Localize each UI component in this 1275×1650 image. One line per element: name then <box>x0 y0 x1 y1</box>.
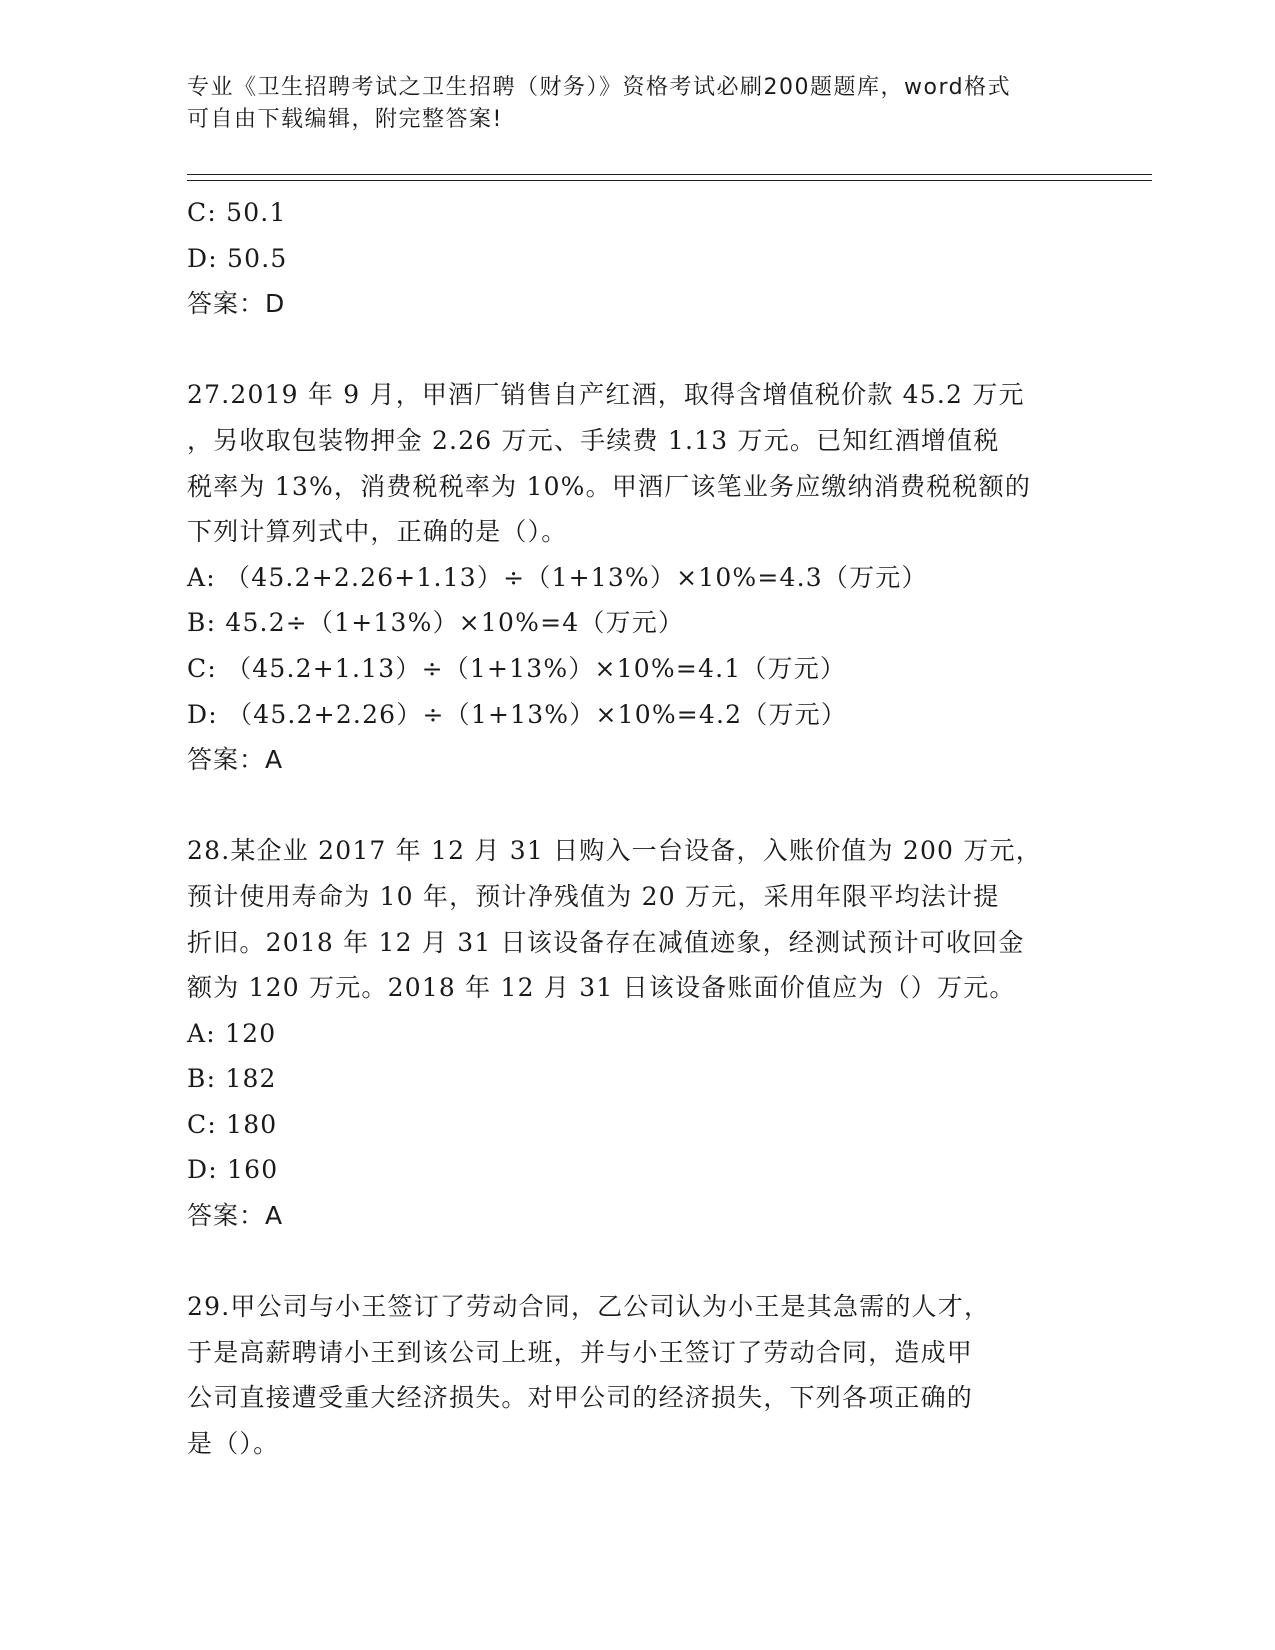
spacer <box>187 1239 1087 1285</box>
question-text-line: 下列计算列式中，正确的是（）。 <box>187 517 568 547</box>
header-rule-bottom <box>187 180 1152 181</box>
option-b: B: 182 <box>187 1064 277 1094</box>
spacer <box>187 783 1087 829</box>
question-text-line: 28.某企业 2017 年 12 月 31 日购入一台设备，入账价值为 200 万元， <box>187 836 1042 866</box>
question-27 <box>187 372 1087 782</box>
question-text-line: 公司直接遭受重大经济损失。对甲公司的经济损失，下列各项正确的 <box>187 1383 974 1413</box>
question-text-line: 折旧。2018 年 12 月 31 日该设备存在减值迹象，经测试预计可收回金 <box>187 927 1025 957</box>
question-29 <box>187 1284 1087 1466</box>
answer-line: 答案：A <box>187 1201 284 1231</box>
question-text-line: 29.甲公司与小王签订了劳动合同，乙公司认为小王是其急需的人才， <box>187 1292 991 1322</box>
option-d: D: 50.5 <box>187 243 288 273</box>
header-title-line-1: 专业《卫生招聘考试之卫生招聘（财务）》资格考试必刷200题题库，word格式 <box>187 75 1012 100</box>
option-d: D: 160 <box>187 1155 279 1185</box>
answer-line: 答案：A <box>187 745 284 775</box>
option-c: C: 180 <box>187 1109 278 1139</box>
question-28 <box>187 828 1087 1238</box>
question-26-tail <box>187 190 1087 327</box>
option-d: D: （45.2+2.26）÷（1+13%）×10%=4.2（万元） <box>187 699 848 729</box>
question-text-line: 预计使用寿命为 10 年，预计净残值为 20 万元，采用年限平均法计提 <box>187 881 1000 911</box>
option-a: A: （45.2+2.26+1.13）÷（1+13%）×10%=4.3（万元） <box>187 562 928 592</box>
spacer <box>187 327 1087 373</box>
question-text-line: 额为 120 万元。2018 年 12 月 31 日该设备账面价值应为（）万元。 <box>187 973 1016 1003</box>
document-header <box>187 72 1067 136</box>
header-rule-top <box>187 174 1152 175</box>
option-a: A: 120 <box>187 1018 277 1048</box>
question-text-line: 税率为 13%，消费税税率为 10%。甲酒厂该笔业务应缴纳消费税税额的 <box>187 471 1032 501</box>
question-text-line: 是（）。 <box>187 1429 280 1459</box>
option-b: B: 45.2÷（1+13%）×10%=4（万元） <box>187 608 685 638</box>
answer-line: 答案：D <box>187 289 286 319</box>
question-text-line: 27.2019 年 9 月，甲酒厂销售自产红酒，取得含增值税价款 45.2 万元 <box>187 380 1025 410</box>
question-text-line: 于是高薪聘请小王到该公司上班，并与小王签订了劳动合同，造成甲 <box>187 1337 974 1367</box>
header-title-line-2: 可自由下载编辑，附完整答案! <box>187 107 503 132</box>
option-c: C: （45.2+1.13）÷（1+13%）×10%=4.1（万元） <box>187 653 847 683</box>
question-text-line: ，另收取包装物押金 2.26 万元、手续费 1.13 万元。已知红酒增值税 <box>187 425 1000 455</box>
document-body <box>187 190 1087 1467</box>
option-c: C: 50.1 <box>187 198 287 227</box>
